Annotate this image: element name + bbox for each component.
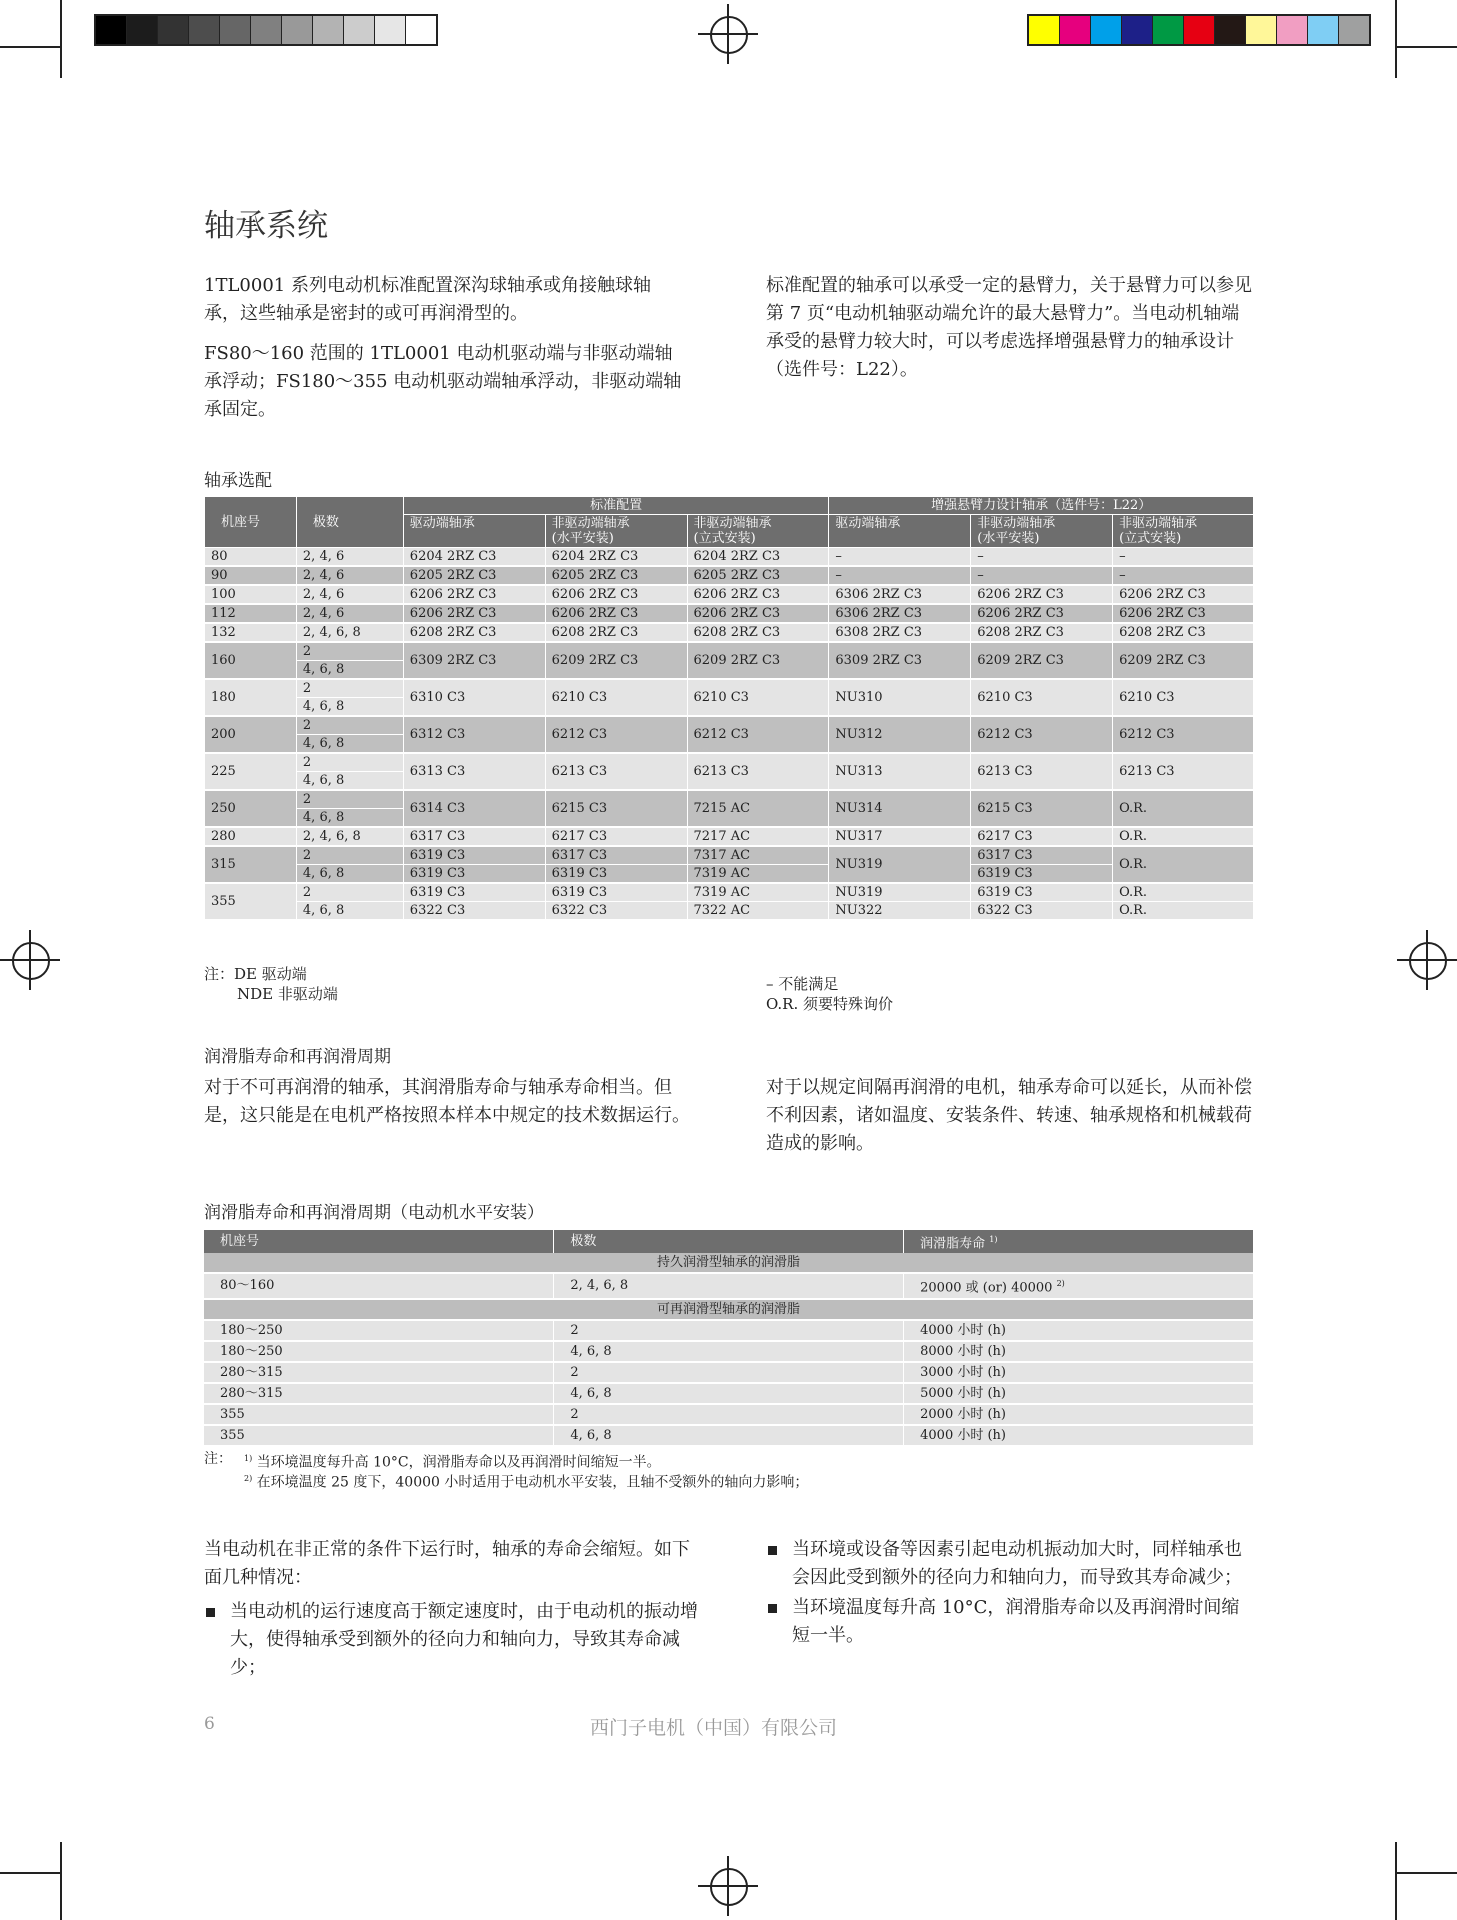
- cell-poles: 2: [554, 1320, 904, 1341]
- note-on-request: O.R. 须要特殊询价: [766, 995, 894, 1013]
- crop-mark: [1395, 1842, 1397, 1920]
- intro-paragraph: FS80～160 范围的 1TL0001 电动机驱动端与非驱动端轴承浮动；FS180～355 电动机驱动端轴承浮动，非驱动端轴承固定。: [204, 343, 682, 420]
- crop-mark: [1397, 46, 1457, 48]
- cell-bearing: 7319 AC: [687, 865, 829, 884]
- cell-bearing: –: [829, 566, 971, 585]
- cell-bearing: 7217 AC: [687, 827, 829, 846]
- cell-poles: 2, 4, 6, 8: [554, 1273, 904, 1298]
- cell-frame: 225: [205, 753, 297, 790]
- cell-bearing: 6205 2RZ C3: [403, 566, 545, 585]
- cell-bearing: 6206 2RZ C3: [687, 604, 829, 623]
- cell-poles: 2: [296, 716, 403, 735]
- cell-bearing: 6317 C3: [403, 827, 545, 846]
- col-header-poles: 极数: [554, 1230, 904, 1253]
- cell-frame: 180～250: [204, 1341, 554, 1362]
- cell-bearing: 6210 C3: [545, 679, 687, 716]
- grease-right-text: 对于以规定间隔再润滑的电机，轴承寿命可以延长，从而补偿不利因素，诸如温度、安装条件、转速、轴承规格和机械载荷造成的影响。: [766, 1077, 1252, 1154]
- cell-bearing: 6215 C3: [971, 790, 1113, 827]
- cell-poles: 2: [296, 790, 403, 809]
- cell-life: 4000 小时 (h): [904, 1320, 1254, 1341]
- cell-bearing: 6209 2RZ C3: [1113, 642, 1254, 679]
- cell-frame: 355: [204, 1425, 554, 1446]
- cell-poles: 2, 4, 6: [296, 585, 403, 604]
- cell-frame: 315: [205, 846, 297, 883]
- cell-bearing: 6306 2RZ C3: [829, 604, 971, 623]
- cell-bearing: 6208 2RZ C3: [971, 623, 1113, 642]
- cell-bearing: 6206 2RZ C3: [687, 585, 829, 604]
- crop-mark: [0, 46, 60, 48]
- cell-frame: 160: [205, 642, 297, 679]
- col-header-grease-life: [904, 1230, 1254, 1253]
- registration-mark: [0, 930, 60, 990]
- page-title: 轴承系统: [204, 208, 328, 244]
- footnote-marker: 2): [244, 1474, 253, 1483]
- page-number: 6: [204, 1714, 215, 1734]
- table-row: [205, 623, 1254, 642]
- col-header-standard: 标准配置: [403, 497, 829, 515]
- cell-bearing: 7215 AC: [687, 790, 829, 827]
- cell-bearing: 6317 C3: [971, 846, 1113, 865]
- col-header-frame: 机座号: [205, 497, 297, 548]
- intro-left: [204, 272, 684, 424]
- section-title: 轴承选配: [204, 471, 272, 491]
- cell-frame: 180: [205, 679, 297, 716]
- table-row: [205, 902, 1254, 921]
- cell-bearing: 6319 C3: [545, 865, 687, 884]
- cell-bearing: 6212 C3: [1113, 716, 1254, 753]
- cell-bearing: 6210 C3: [687, 679, 829, 716]
- table-row: [205, 753, 1254, 772]
- cell-life: [904, 1273, 1254, 1298]
- cell-life: 3000 小时 (h): [904, 1362, 1254, 1383]
- cell-bearing: 6206 2RZ C3: [1113, 585, 1254, 604]
- cell-bearing: O.R.: [1113, 827, 1254, 846]
- color-swatch: [1246, 16, 1277, 44]
- cell-frame: 355: [205, 883, 297, 920]
- cell-bearing: 6319 C3: [971, 865, 1113, 884]
- cell-bearing: 6210 C3: [1113, 679, 1254, 716]
- table-row: [205, 827, 1254, 846]
- cell-frame: 180～250: [204, 1320, 554, 1341]
- footnote-marker: 1): [244, 1454, 253, 1463]
- cell-bearing: NU310: [829, 679, 971, 716]
- col-header-nde-horizontal: 非驱动端轴承 (水平安装): [545, 515, 687, 548]
- crop-mark: [1397, 1872, 1457, 1874]
- color-swatch: [220, 16, 251, 44]
- bottom-right: [766, 1536, 1256, 1650]
- bearing-table: [204, 496, 1254, 921]
- note-de: 注：DE 驱动端: [204, 965, 307, 983]
- cell-bearing: 6208 2RZ C3: [545, 623, 687, 642]
- cell-poles: 2, 4, 6, 8: [296, 623, 403, 642]
- cell-frame: 112: [205, 604, 297, 623]
- cell-poles: 2, 4, 6: [296, 604, 403, 623]
- color-swatch: [1091, 16, 1122, 44]
- grease-table: [204, 1230, 1254, 1447]
- subheader-permanent: 持久润滑型轴承的润滑脂: [204, 1253, 1254, 1273]
- section-title: 润滑脂寿命和再润滑周期（电动机水平安装）: [204, 1203, 544, 1223]
- cell-bearing: 6204 2RZ C3: [687, 548, 829, 567]
- color-swatch: [375, 16, 406, 44]
- table-row: [204, 1362, 1254, 1383]
- color-swatch: [313, 16, 344, 44]
- cell-life: 5000 小时 (h): [904, 1383, 1254, 1404]
- cell-bearing: 6319 C3: [403, 883, 545, 902]
- cell-frame: 280～315: [204, 1362, 554, 1383]
- cell-bearing: 6212 C3: [687, 716, 829, 753]
- col-header-nde-horizontal: 非驱动端轴承 (水平安装): [971, 515, 1113, 548]
- cell-bearing: NU312: [829, 716, 971, 753]
- color-swatch: [1153, 16, 1184, 44]
- cell-poles: 2, 4, 6: [296, 548, 403, 567]
- table-row: [205, 604, 1254, 623]
- cell-frame: 80: [205, 548, 297, 567]
- registration-mark: [698, 4, 758, 64]
- bullet-item: 当环境或设备等因素引起电动机振动加大时，同样轴承也会因此受到额外的径向力和轴向力，而导致其寿命减少；: [766, 1536, 1256, 1592]
- table-row: [205, 716, 1254, 735]
- cell-bearing: 6206 2RZ C3: [971, 585, 1113, 604]
- color-swatch: [189, 16, 220, 44]
- cell-bearing: 6205 2RZ C3: [687, 566, 829, 585]
- note-not-possible: – 不能满足: [766, 975, 839, 993]
- grease-left-text: 对于不可再润滑的轴承，其润滑脂寿命与轴承寿命相当。但是，这只能是在电机严格按照本样本中规定的技术数据运行。: [204, 1077, 690, 1126]
- cell-bearing: 7322 AC: [687, 902, 829, 921]
- table-row: [205, 883, 1254, 902]
- cell-frame: 280～315: [204, 1383, 554, 1404]
- cell-bearing: 6319 C3: [403, 865, 545, 884]
- color-swatch: [251, 16, 282, 44]
- cell-poles: 4, 6, 8: [296, 809, 403, 828]
- cell-frame: 355: [204, 1404, 554, 1425]
- cell-poles: 4, 6, 8: [296, 902, 403, 921]
- table-row: [204, 1320, 1254, 1341]
- cell-bearing: 6208 2RZ C3: [1113, 623, 1254, 642]
- cell-bearing: 6217 C3: [545, 827, 687, 846]
- section-title: 润滑脂寿命和再润滑周期: [204, 1047, 391, 1067]
- crop-mark: [60, 1842, 62, 1920]
- note-nde: NDE 非驱动端: [237, 985, 338, 1003]
- bottom-left: [204, 1536, 699, 1682]
- cell-poles: 2, 4, 6, 8: [296, 827, 403, 846]
- cell-bearing: –: [1113, 548, 1254, 567]
- footer-company: 西门子电机（中国）有限公司: [590, 1717, 838, 1739]
- color-swatch: [127, 16, 158, 44]
- cell-bearing: 6213 C3: [687, 753, 829, 790]
- cell-poles: 4, 6, 8: [554, 1425, 904, 1446]
- cell-poles: 2: [296, 753, 403, 772]
- subheader-relubricable: 可再润滑型轴承的润滑脂: [204, 1299, 1254, 1320]
- cell-bearing: 6208 2RZ C3: [403, 623, 545, 642]
- cell-bearing: NU322: [829, 902, 971, 921]
- cell-bearing: 6212 C3: [545, 716, 687, 753]
- cell-bearing: 6309 2RZ C3: [403, 642, 545, 679]
- cell-frame: 280: [205, 827, 297, 846]
- cell-bearing: 6215 C3: [545, 790, 687, 827]
- table-row: [205, 585, 1254, 604]
- cell-frame: 100: [205, 585, 297, 604]
- crop-mark: [1395, 0, 1397, 78]
- cell-bearing: –: [829, 548, 971, 567]
- registration-mark: [698, 1856, 758, 1916]
- cell-bearing: 6206 2RZ C3: [971, 604, 1113, 623]
- cell-bearing: 6314 C3: [403, 790, 545, 827]
- table-row: [205, 679, 1254, 698]
- cell-poles: 4, 6, 8: [296, 865, 403, 884]
- col-header-l22: 增强悬臂力设计轴承（选件号：L22）: [829, 497, 1254, 515]
- cell-bearing: 6313 C3: [403, 753, 545, 790]
- footnote-ref: 1): [989, 1235, 998, 1244]
- cell-bearing: 6309 2RZ C3: [829, 642, 971, 679]
- cell-bearing: 6310 C3: [403, 679, 545, 716]
- cell-bearing: 6204 2RZ C3: [403, 548, 545, 567]
- color-swatch: [1339, 16, 1369, 44]
- color-swatch: [1122, 16, 1153, 44]
- col-header-de: 驱动端轴承: [829, 515, 971, 548]
- cell-frame: 200: [205, 716, 297, 753]
- cell-poles: 4, 6, 8: [296, 772, 403, 791]
- life-value: 20000 或 (or) 40000: [920, 1280, 1053, 1296]
- footnote-ref: 2): [1056, 1279, 1065, 1289]
- cell-bearing: 6206 2RZ C3: [545, 604, 687, 623]
- cell-bearing: 6322 C3: [971, 902, 1113, 921]
- cell-bearing: NU314: [829, 790, 971, 827]
- cell-bearing: O.R.: [1113, 846, 1254, 883]
- cell-bearing: 6319 C3: [545, 883, 687, 902]
- cell-bearing: 6206 2RZ C3: [1113, 604, 1254, 623]
- cell-poles: 4, 6, 8: [554, 1383, 904, 1404]
- table-row: [205, 642, 1254, 661]
- color-swatch: [158, 16, 189, 44]
- cell-bearing: 6212 C3: [971, 716, 1113, 753]
- bullet-item: 当电动机的运行速度高于额定速度时，由于电动机的振动增大，使得轴承受到额外的径向力和轴向力，导致其寿命减少；: [204, 1598, 699, 1682]
- col-header-nde-vertical: 非驱动端轴承 (立式安装): [1113, 515, 1254, 548]
- cell-poles: 4, 6, 8: [554, 1341, 904, 1362]
- grease-life-label: 润滑脂寿命: [920, 1236, 986, 1252]
- cell-bearing: 6209 2RZ C3: [687, 642, 829, 679]
- bottom-intro: 当电动机在非正常的条件下运行时，轴承的寿命会缩短。如下面几种情况：: [204, 1539, 690, 1588]
- footnote-text: 在环境温度 25 度下，40000 小时适用于电动机水平安装，且轴不受额外的轴向力影响；: [256, 1474, 809, 1491]
- cell-bearing: O.R.: [1113, 883, 1254, 902]
- color-swatch: [1308, 16, 1339, 44]
- cell-bearing: NU317: [829, 827, 971, 846]
- cell-poles: 4, 6, 8: [296, 661, 403, 680]
- cell-life: 4000 小时 (h): [904, 1425, 1254, 1446]
- cell-bearing: 6208 2RZ C3: [687, 623, 829, 642]
- cell-life: 2000 小时 (h): [904, 1404, 1254, 1425]
- cell-bearing: 6210 C3: [971, 679, 1113, 716]
- color-swatch: [282, 16, 313, 44]
- cell-bearing: –: [1113, 566, 1254, 585]
- cell-poles: 2: [296, 883, 403, 902]
- cell-frame: 80～160: [204, 1273, 554, 1298]
- cell-bearing: 6319 C3: [971, 883, 1113, 902]
- cell-frame: 250: [205, 790, 297, 827]
- cell-bearing: 6322 C3: [545, 902, 687, 921]
- color-swatch: [1277, 16, 1308, 44]
- cell-bearing: 6319 C3: [403, 846, 545, 865]
- cell-bearing: 6308 2RZ C3: [829, 623, 971, 642]
- gray-scale-bar: [94, 14, 438, 46]
- cell-poles: 2: [296, 642, 403, 661]
- color-bar: [1027, 14, 1371, 46]
- cell-bearing: 6322 C3: [403, 902, 545, 921]
- cell-frame: 132: [205, 623, 297, 642]
- table-row: [205, 865, 1254, 884]
- cell-bearing: 6204 2RZ C3: [545, 548, 687, 567]
- cell-poles: 4, 6, 8: [296, 735, 403, 754]
- table-row: [204, 1341, 1254, 1362]
- note-label: 注：: [204, 1451, 232, 1467]
- color-swatch: [406, 16, 436, 44]
- color-swatch: [96, 16, 127, 44]
- bullet-item: 当环境温度每升高 10°C，润滑脂寿命以及再润滑时间缩短一半。: [766, 1594, 1256, 1650]
- cell-bearing: 6306 2RZ C3: [829, 585, 971, 604]
- table-row: [205, 790, 1254, 809]
- cell-frame: 90: [205, 566, 297, 585]
- table-row: [204, 1404, 1254, 1425]
- cell-poles: 2: [554, 1404, 904, 1425]
- table-row: [205, 548, 1254, 567]
- color-swatch: [1184, 16, 1215, 44]
- cell-bearing: 6217 C3: [971, 827, 1113, 846]
- cell-bearing: O.R.: [1113, 902, 1254, 921]
- cell-bearing: NU319: [829, 846, 971, 883]
- cell-poles: 4, 6, 8: [296, 698, 403, 717]
- color-swatch: [344, 16, 375, 44]
- crop-mark: [0, 1872, 60, 1874]
- color-swatch: [1215, 16, 1246, 44]
- cell-bearing: 6206 2RZ C3: [403, 604, 545, 623]
- col-header-nde-vertical: 非驱动端轴承 (立式安装): [687, 515, 829, 548]
- cell-bearing: 6209 2RZ C3: [971, 642, 1113, 679]
- cell-bearing: O.R.: [1113, 790, 1254, 827]
- footnote-2: [244, 1469, 808, 1493]
- cell-bearing: NU313: [829, 753, 971, 790]
- color-swatch: [1029, 16, 1060, 44]
- cell-bearing: 6317 C3: [545, 846, 687, 865]
- cell-bearing: 6213 C3: [545, 753, 687, 790]
- table-row: [205, 566, 1254, 585]
- cell-bearing: 6205 2RZ C3: [545, 566, 687, 585]
- intro-right: 标准配置的轴承可以承受一定的悬臂力，关于悬臂力可以参见第 7 页“电动机轴驱动端允许的最大悬臂力”。当电动机轴端承受的悬臂力较大时，可以考虑选择增强悬臂力的轴承设计（选件号：L22）。: [766, 275, 1252, 380]
- color-swatch: [1060, 16, 1091, 44]
- table-row: [205, 846, 1254, 865]
- cell-poles: 2: [296, 679, 403, 698]
- cell-bearing: 6213 C3: [1113, 753, 1254, 790]
- crop-mark: [60, 0, 62, 78]
- cell-bearing: 6213 C3: [971, 753, 1113, 790]
- table-row: [204, 1383, 1254, 1404]
- cell-bearing: 7319 AC: [687, 883, 829, 902]
- cell-bearing: NU319: [829, 883, 971, 902]
- col-header-poles: 极数: [296, 497, 403, 548]
- cell-bearing: –: [971, 566, 1113, 585]
- table-row: [204, 1425, 1254, 1446]
- cell-bearing: 6206 2RZ C3: [403, 585, 545, 604]
- cell-poles: 2, 4, 6: [296, 566, 403, 585]
- cell-poles: 2: [554, 1362, 904, 1383]
- col-header-frame: 机座号: [204, 1230, 554, 1253]
- cell-bearing: 7317 AC: [687, 846, 829, 865]
- cell-life: 8000 小时 (h): [904, 1341, 1254, 1362]
- cell-bearing: 6206 2RZ C3: [545, 585, 687, 604]
- intro-paragraph: 1TL0001 系列电动机标准配置深沟球轴承或角接触球轴承，这些轴承是密封的或可再润滑型的。: [204, 275, 651, 324]
- cell-bearing: 6209 2RZ C3: [545, 642, 687, 679]
- footnote-text: 当环境温度每升高 10°C，润滑脂寿命以及再润滑时间缩短一半。: [256, 1454, 661, 1471]
- cell-bearing: 6312 C3: [403, 716, 545, 753]
- cell-bearing: –: [971, 548, 1113, 567]
- col-header-de: 驱动端轴承: [403, 515, 545, 548]
- registration-mark: [1397, 930, 1457, 990]
- cell-poles: 2: [296, 846, 403, 865]
